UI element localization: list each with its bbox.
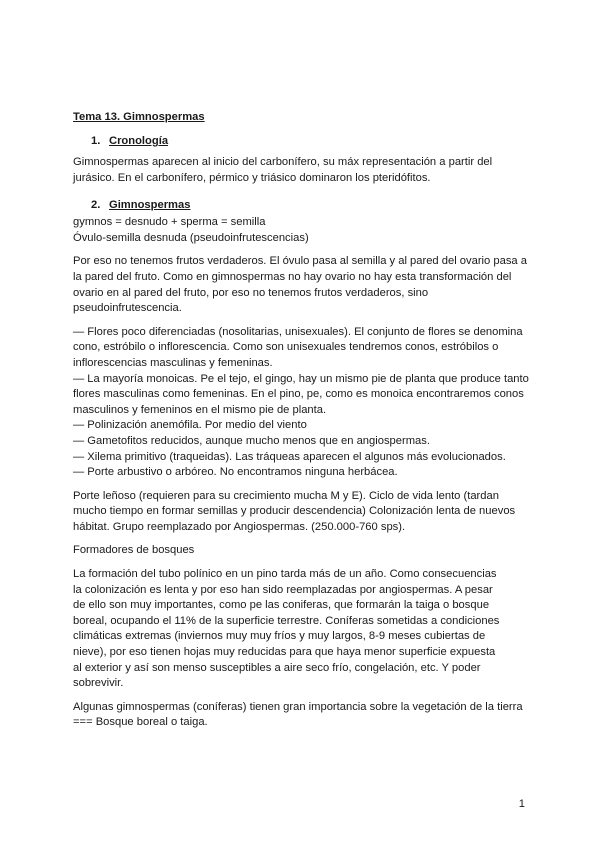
list-item: — La mayoría monoicas. Pe el tejo, el gingo, hay un mismo pie de planta que produce tanto [73,372,529,385]
section-title: Gimnospermas [109,199,191,212]
text-line: Gimnospermas aparecen al inicio del carbonífero, su máx representación a partir del [73,156,493,168]
paragraph-porte [73,489,533,536]
list-item: cono, estróbilo o inflorescencia. Como son unisexuales tendremos conos, estróbilos o [73,341,499,354]
text-line: boreal, ocupando el 11% de la superficie terrestre. Coníferas sometidas a condiciones [73,614,500,627]
text-line: al exterior y así son menso susceptibles a aire seco frío, congelación, etc. Y poder [73,661,481,674]
text-line: Algunas gimnospermas (coníferas) tienen gran importancia sobre la vegetación de la tierra [73,700,523,713]
text-line: Por eso no tenemos frutos verdaderos. El óvulo pasa al semilla y al pared del ovario pasa a [73,255,527,268]
list-item: — Polinización anemófila. Por medio del viento [73,419,307,432]
text-line: de ello son muy importantes, como pe las coniferas, que formarán la taiga o bosque [73,599,490,612]
text-line: jurásico. En el carbonífero, pérmico y triásico dominaron los pteridófitos. [73,171,431,184]
list-item: — Xilema primitivo (traqueidas). Las tráqueas aparecen el algunos más evolucionados. [73,450,506,463]
list-item: inflorescencias masculinas y femeninas. [73,356,273,369]
list-item: masculinos y femeninos en el mismo pie de planta. [73,403,327,416]
text-line: la pared del fruto. Como en gimnospermas no hay ovario no hay esta transformación del [73,270,512,283]
text-line: hábitat. Grupo reemplazado por Angiospermas. (250.000-760 sps). [73,520,406,533]
page-number: 1 [518,798,525,810]
list-item: — Gametofitos reducidos, aunque mucho menos que en angiospermas. [73,434,430,447]
section-title: Cronología [109,135,169,147]
list-item: — Porte arbustivo o arbóreo. No encontramos ninguna herbácea. [73,466,398,479]
list-item: flores masculinas como femeninas. En el pino, pe, como es monoica encontraremos conos [73,388,524,401]
document-title: Tema 13. Gimnospermas [73,111,205,123]
list-item: — Flores poco diferenciadas (nosolitarias, unisexuales). El conjunto de flores se denomina [73,325,523,338]
text-line: ovario en al pared del fruto, por eso no tenemos frutos verdaderos, sino [73,286,429,299]
section-heading-gimnospermas [73,198,533,213]
section-number: 1. [91,135,101,147]
text-line: pseudoinfrutescencia. [73,302,182,315]
text-line: nieve), por eso tienen hojas muy reducidas para que haya menor superficie expuesta [73,646,496,659]
section-number: 2. [91,199,101,212]
paragraph-final [73,700,533,731]
text-line: === Bosque boreal o taiga. [73,716,208,729]
paragraph-formadores [73,543,533,559]
text-line: sobrevivir. [73,677,124,690]
characteristics-list [73,325,533,481]
paragraph-cronologia [73,155,533,186]
text-line: gymnos = desnudo + sperma = semilla [73,216,266,229]
section-heading-cronologia [73,134,533,149]
text-line: climáticas extremas (inviernos muy muy fríos y muy largos, 8-9 meses cubiertas de [73,630,486,643]
text-line: Porte leñoso (requieren para su crecimiento mucha M y E). Ciclo de vida lento (tardan [73,489,499,502]
text-line: Óvulo-semilla desnuda (pseudoinfrutescencias) [73,231,309,244]
paragraph-fruits [73,254,533,316]
text-line: Formadores de bosques [73,544,195,557]
paragraph-formacion [73,567,533,692]
document-content [73,110,533,739]
paragraph-etymology [73,215,533,246]
text-line: mucho tiempo en formar semillas y producir descendencia) Colonización lenta de nuevos [73,505,516,518]
text-line: la colonización es lenta y por eso han sido reemplazadas por angiospermas. A pesar [73,583,493,596]
text-line: La formación del tubo polínico en un pino tarda más de un año. Como consecuencias [73,568,497,581]
